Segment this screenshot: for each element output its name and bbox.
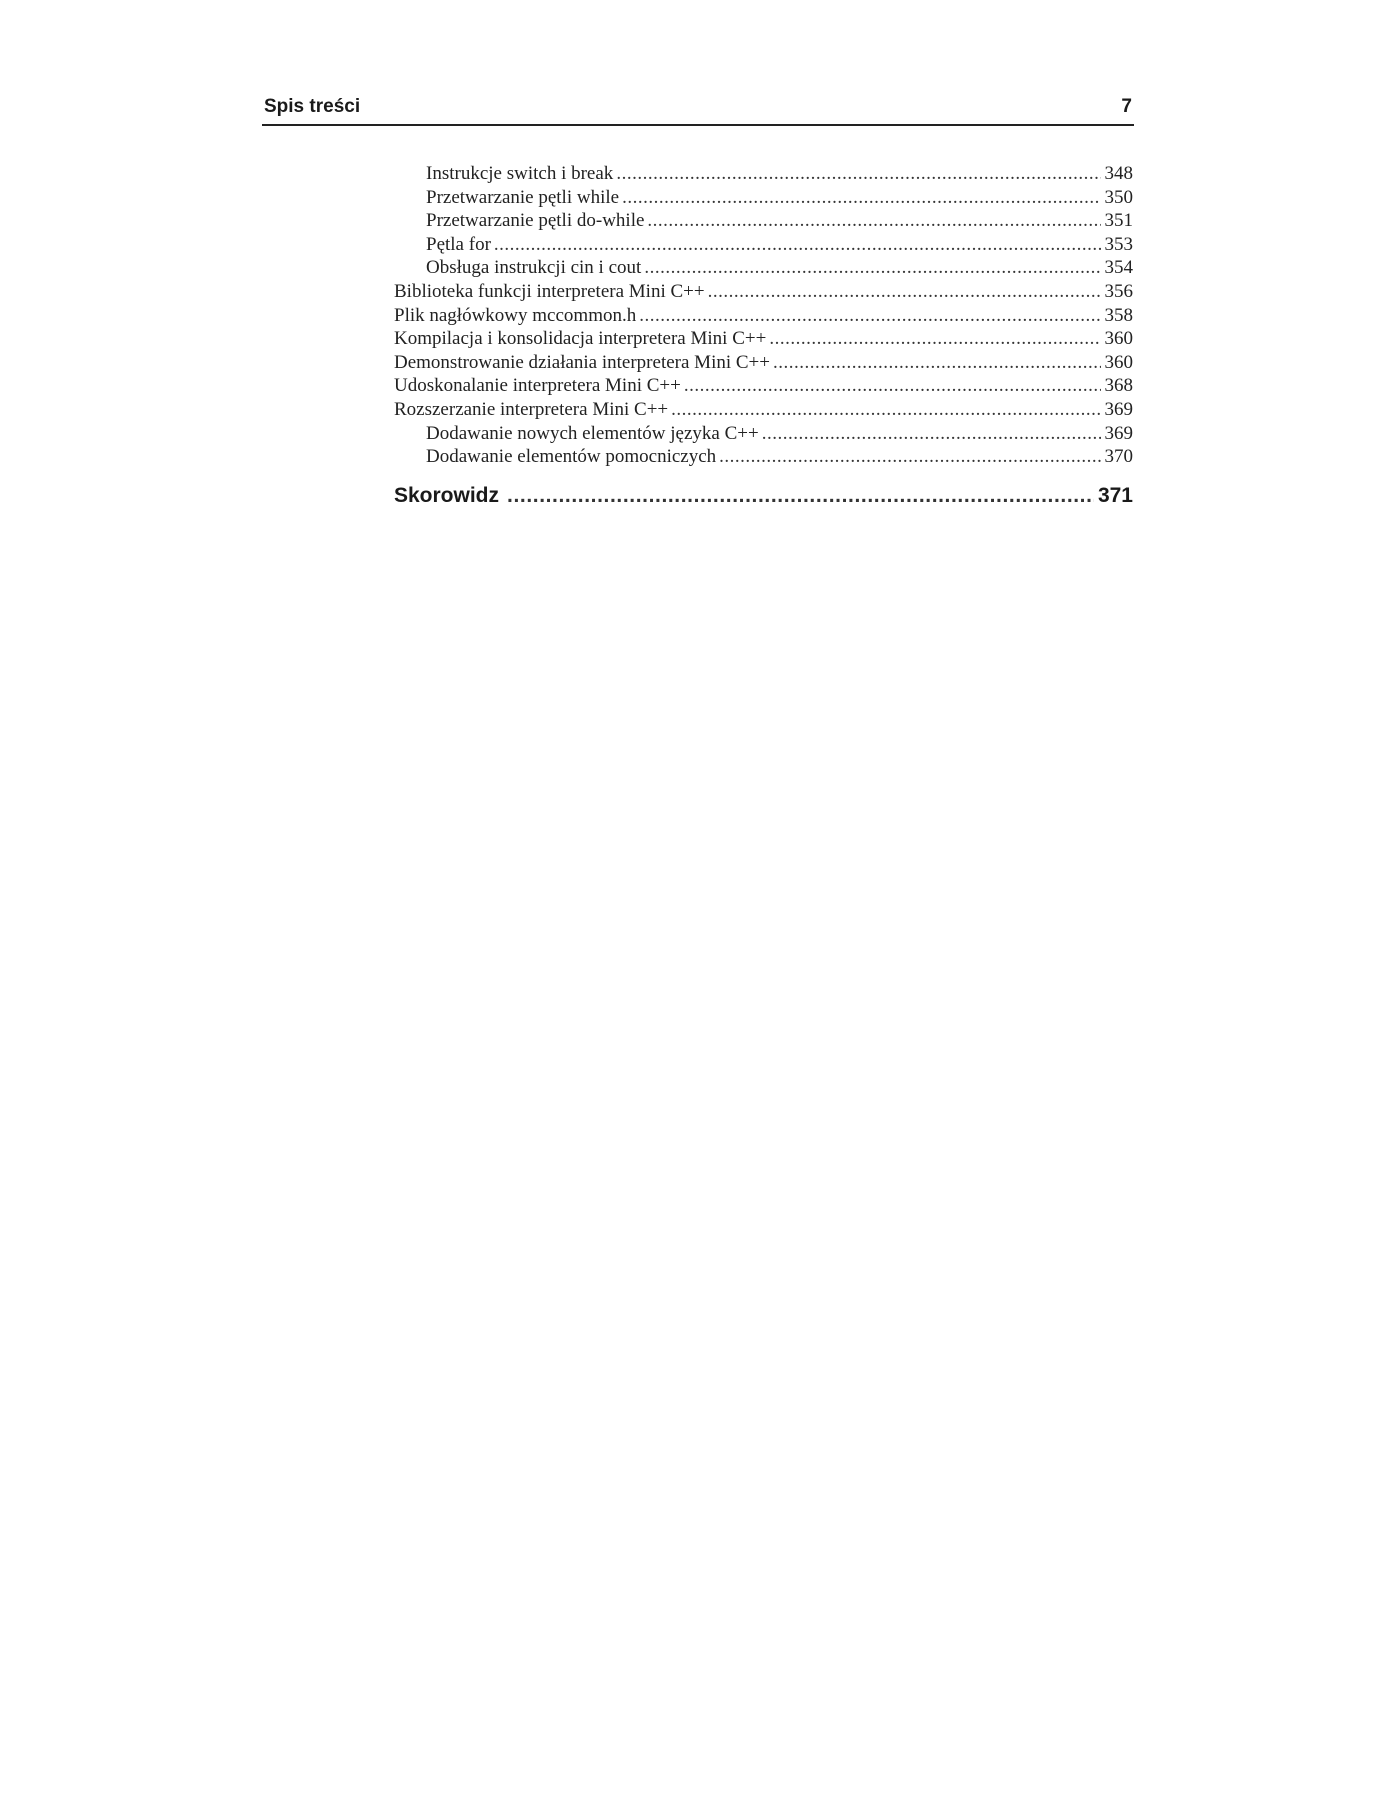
- toc-entry-label: Plik nagłówkowy mccommon.h: [394, 304, 637, 326]
- toc-dot-leader: [644, 257, 1100, 279]
- toc-entry-page: 370: [1104, 446, 1133, 468]
- toc-dot-leader: [647, 210, 1100, 232]
- toc-entry-label: Kompilacja i konsolidacja interpretera Mini C++: [394, 328, 767, 350]
- toc-entry-label: Przetwarzanie pętli do-while: [426, 210, 645, 232]
- toc-entry-label: Przetwarzanie pętli while: [426, 186, 620, 208]
- toc-dot-leader: [639, 305, 1100, 327]
- table-of-contents: [394, 163, 1133, 514]
- toc-entry-label: Instrukcje switch i break: [426, 163, 614, 184]
- toc-dot-leader: [622, 187, 1100, 209]
- toc-entry-page: 351: [1104, 210, 1133, 232]
- header-page-number: 7: [1121, 96, 1132, 117]
- header-title: Spis treści: [264, 96, 361, 117]
- toc-entry-page: 353: [1104, 233, 1133, 255]
- toc-dot-leader: [494, 234, 1101, 256]
- toc-entry-page: 348: [1104, 163, 1133, 184]
- toc-index-page: 371: [1097, 483, 1133, 507]
- toc-entry-label: Biblioteka funkcji interpretera Mini C++: [394, 280, 705, 302]
- toc-dot-leader: [769, 328, 1100, 350]
- toc-entry-page: 369: [1104, 422, 1133, 444]
- toc-dot-leader: [671, 399, 1100, 421]
- toc-entry: [394, 210, 1133, 234]
- toc-dot-leader: [684, 375, 1101, 397]
- toc-entry: [394, 257, 1133, 281]
- toc-entry: [394, 375, 1133, 399]
- toc-entry: [394, 399, 1133, 423]
- toc-entry-page: 368: [1104, 375, 1133, 397]
- toc-dot-leader: [708, 281, 1101, 303]
- toc-entry-label: Dodawanie elementów pomocniczych: [426, 446, 717, 468]
- toc-entry-page: 360: [1104, 328, 1133, 350]
- toc-entry-label: Dodawanie nowych elementów języka C++: [426, 422, 759, 444]
- toc-entry-label: Rozszerzanie interpretera Mini C++: [394, 398, 669, 420]
- toc-entry-label: Obsługa instrukcji cin i cout: [426, 257, 642, 279]
- toc-dot-leader: [773, 352, 1101, 374]
- toc-entry-page: 356: [1104, 280, 1133, 302]
- toc-entry-page: 350: [1104, 186, 1133, 208]
- toc-dot-leader: [719, 446, 1100, 468]
- toc-entry: [394, 163, 1133, 187]
- toc-dot-leader: [762, 423, 1101, 445]
- toc-entry: [394, 234, 1133, 258]
- toc-entry: [394, 423, 1133, 447]
- toc-entry-page: 360: [1104, 351, 1133, 373]
- toc-entry: [394, 446, 1133, 470]
- toc-dot-leader: [507, 484, 1094, 508]
- toc-entry-label: Udoskonalanie interpretera Mini C++: [394, 375, 681, 397]
- toc-entry-page: 369: [1104, 398, 1133, 420]
- toc-entry-label: Demonstrowanie działania interpretera Mini C++: [394, 351, 770, 373]
- toc-entry: [394, 328, 1133, 352]
- toc-entry: [394, 352, 1133, 376]
- toc-entry: [394, 281, 1133, 305]
- toc-entry-page: 358: [1104, 304, 1133, 326]
- toc-entry: [394, 305, 1133, 329]
- toc-entry-label: Pętla for: [426, 233, 491, 255]
- toc-entry-page: 354: [1104, 257, 1133, 279]
- toc-index-entry: [394, 484, 1133, 514]
- toc-entry: [394, 187, 1133, 211]
- toc-index-label: Skorowidz: [394, 483, 500, 507]
- toc-dot-leader: [616, 163, 1100, 185]
- running-header: [262, 96, 1134, 126]
